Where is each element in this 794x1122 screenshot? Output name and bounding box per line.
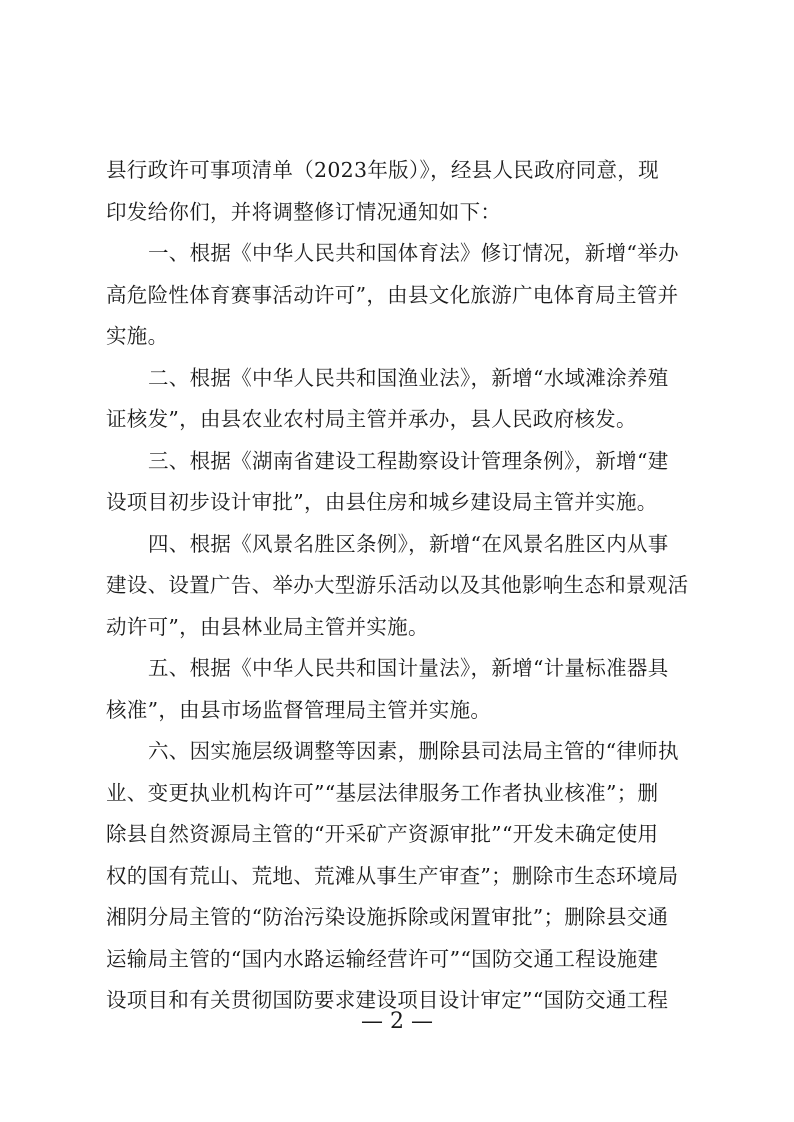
body-line: 权的国有荒山、荒地、荒滩从事生产审查”；删除市生态环境局 xyxy=(106,863,679,888)
body-line: 证核发”，由县农业农村局主管并承办，县人民政府核发。 xyxy=(106,407,637,431)
page-number: — 2 — xyxy=(361,1009,433,1034)
body-line: 高危险性体育赛事活动许可”，由县文化旅游广电体育局主管并 xyxy=(106,282,679,307)
body-line: 湘阴分局主管的“防治污染设施拆除或闲置审批”；删除县交通 xyxy=(106,905,669,929)
body-line: 一、根据《中华人民共和国体育法》修订情况，新增“举办 xyxy=(148,241,679,265)
body-line: 建设、设置广告、举办大型游乐活动以及其他影响生态和景观活 xyxy=(106,573,689,597)
body-line: 除县自然资源局主管的“开采矿产资源审批”“开发未确定使用 xyxy=(106,822,659,846)
body-line: 印发给你们，并将调整修订情况通知如下： xyxy=(106,199,502,224)
body-line: 五、根据《中华人民共和国计量法》，新增“计量标准器具 xyxy=(148,656,669,680)
body-line: 六、因实施层级调整等因素，删除县司法局主管的“律师执 xyxy=(148,739,679,763)
body-line: 县行政许可事项清单（2023年版）》，经县人民政府同意，现 xyxy=(106,158,659,182)
body-line: 运输局主管的“国内水路运输经营许可”“国防交通工程设施建 xyxy=(106,946,659,971)
body-line: 实施。 xyxy=(106,324,169,348)
body-line: 四、根据《风景名胜区条例》，新增“在风景名胜区内从事 xyxy=(148,531,669,556)
body-line: 设项目初步设计审批”，由县住房和城乡建设局主管并实施。 xyxy=(106,490,658,514)
body-line: 业、变更执业机构许可”“基层法律服务工作者执业核准”；删 xyxy=(106,780,659,805)
body-line: 动许可”，由县林业局主管并实施。 xyxy=(106,614,429,639)
body-line: 核准”，由县市场监督管理局主管并实施。 xyxy=(106,697,492,722)
body-line: 三、根据《湖南省建设工程勘察设计管理条例》，新增“建 xyxy=(148,448,669,473)
body-line: 二、根据《中华人民共和国渔业法》，新增“水域滩涂养殖 xyxy=(148,365,669,390)
body-line: 设项目和有关贯彻国防要求建设项目设计审定”“国防交通工程 xyxy=(106,988,669,1012)
